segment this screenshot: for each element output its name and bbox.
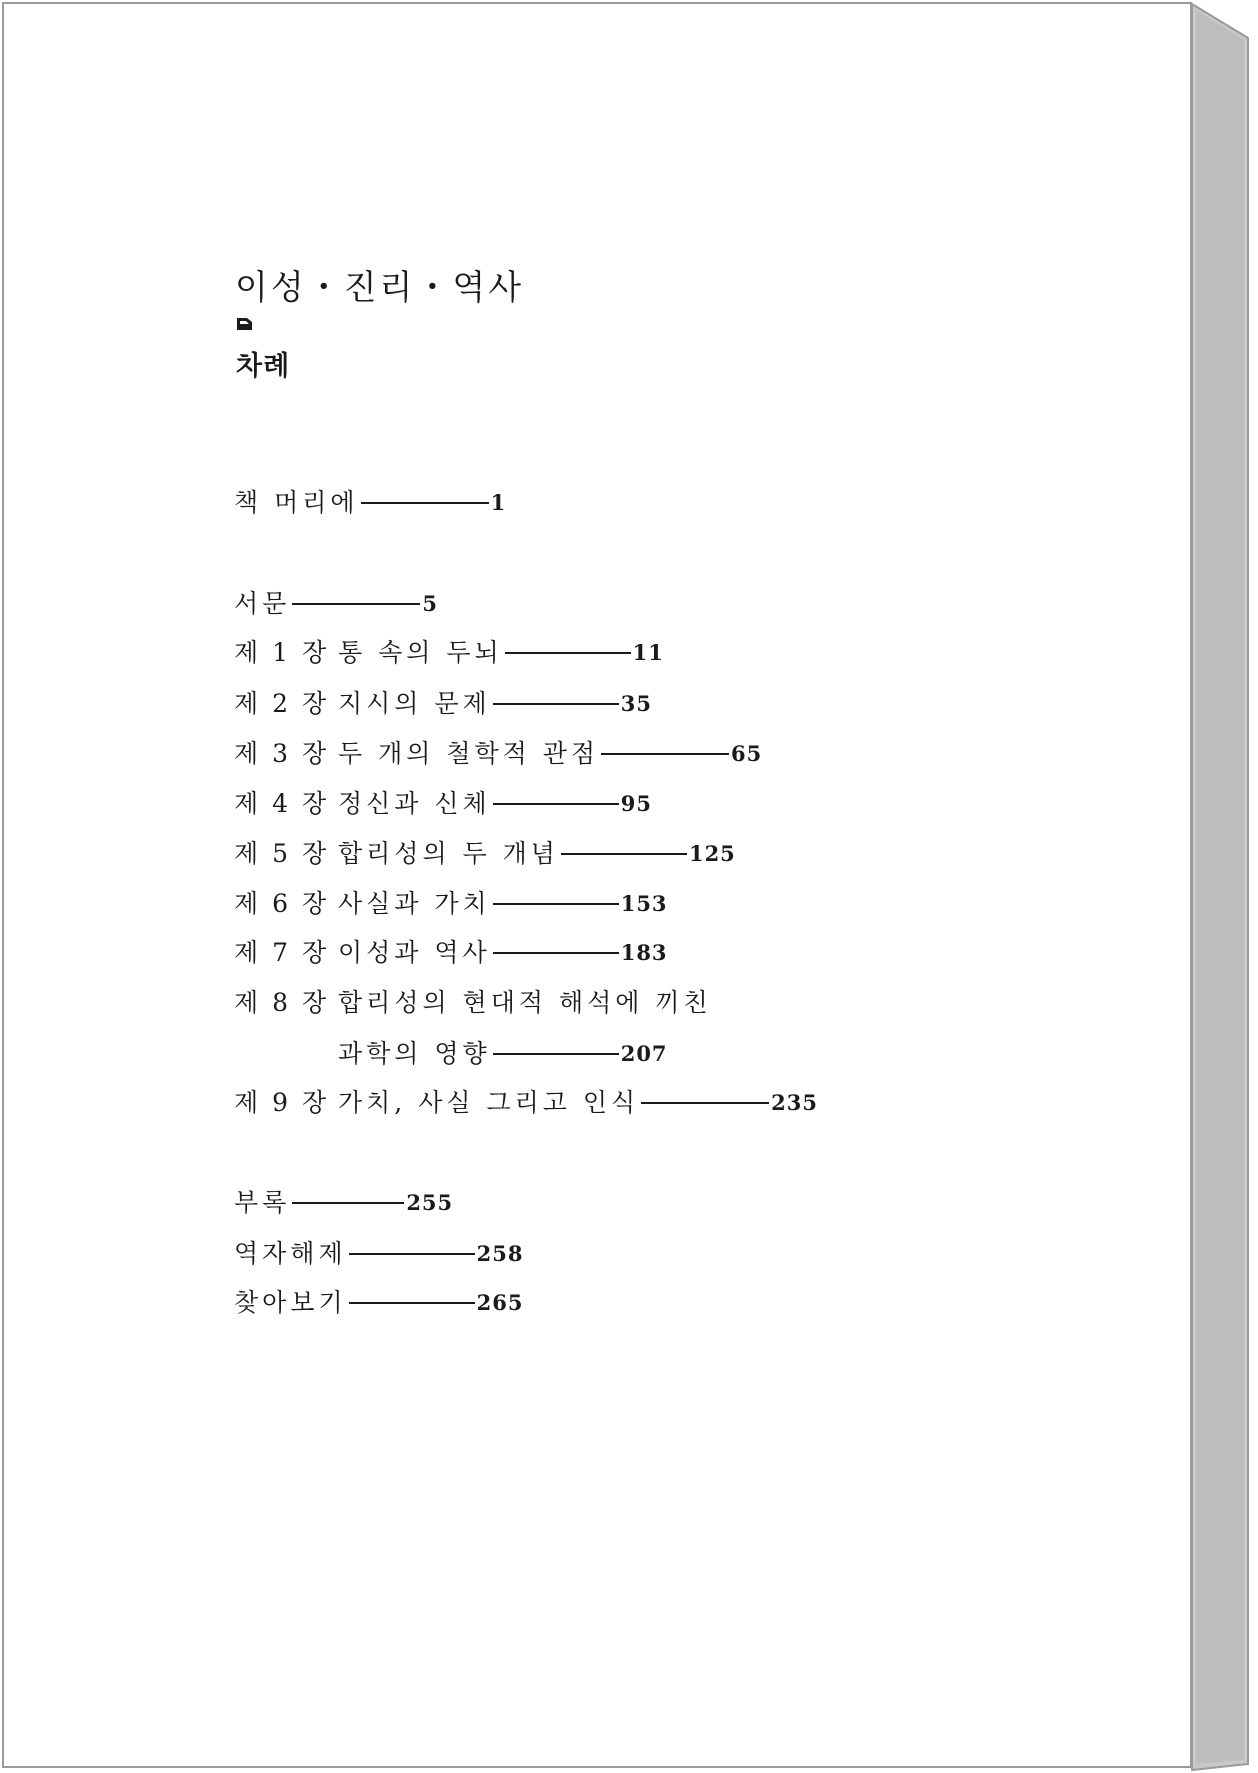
toc-entry-page: 1 (490, 490, 507, 515)
toc-entry-label: 합리성의 현대적 해석에 끼친 (338, 988, 712, 1017)
toc-entry-label: 책 머리에 (234, 488, 359, 517)
chapter-number: 제 6 장 (234, 889, 330, 918)
toc-entry-page: 255 (406, 1190, 454, 1215)
chapter-number: 제 1 장 (234, 638, 330, 667)
toc-entry-label: 서문 (234, 589, 291, 618)
toc-heading: 차례 (236, 351, 291, 382)
toc-entry-page: 258 (476, 1241, 524, 1266)
toc-entry-page: 95 (620, 791, 652, 816)
toc-entry-label: 이성과 역사 (338, 938, 491, 967)
toc-entry-label: 가치, 사실 그리고 인식 (338, 1088, 640, 1117)
chapter-number: 제 9 장 (234, 1088, 330, 1117)
toc-entry-label: 역자해제 (234, 1239, 347, 1268)
chapter-number: 제 5 장 (234, 839, 330, 868)
chapter-number: 제 3 장 (234, 739, 330, 768)
toc-entry-page: 35 (620, 691, 652, 716)
toc-entry-page: 65 (731, 741, 763, 766)
toc-entry-page: 235 (771, 1090, 818, 1115)
toc-entry-label: 찾아보기 (234, 1288, 347, 1317)
toc-entry-label: 두 개의 철학적 관점 (338, 739, 600, 768)
chapter-number: 제 2 장 (234, 689, 330, 718)
toc-entry-page: 265 (476, 1290, 524, 1315)
toc-entry-label: 지시의 문제 (338, 689, 491, 718)
toc-entry-label: 합리성의 두 개념 (338, 839, 559, 868)
toc-entry-page: 125 (688, 841, 736, 866)
toc-entry-page: 207 (620, 1041, 668, 1066)
toc-entry-page: 153 (620, 891, 668, 916)
chapter-number: 제 8 장 (234, 988, 330, 1017)
chapter-number: 제 7 장 (234, 938, 330, 967)
toc-entry-label: 과학의 영향 (338, 1039, 491, 1068)
book-title: 이성・진리・역사 (235, 268, 525, 308)
toc-entry-label: 통 속의 두뇌 (338, 638, 503, 667)
toc-entry-page: 11 (632, 640, 664, 665)
toc-entry-label: 정신과 신체 (338, 789, 491, 818)
toc-entry-label: 부록 (234, 1188, 291, 1217)
toc-entry-page: 5 (422, 591, 438, 616)
chapter-number: 제 4 장 (234, 789, 330, 818)
toc-entry-page: 183 (620, 940, 668, 965)
toc-entry-label: 사실과 가치 (338, 889, 491, 918)
